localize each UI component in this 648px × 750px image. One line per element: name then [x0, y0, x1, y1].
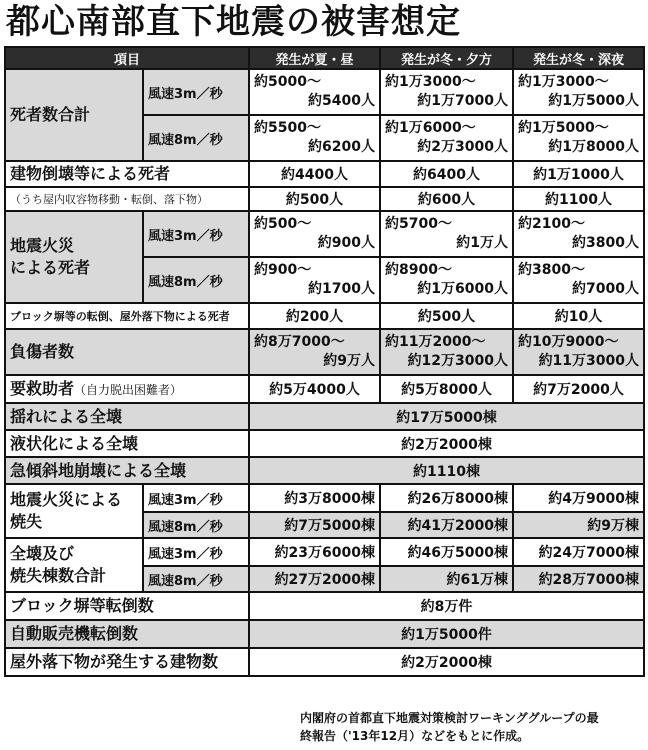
cell: 約5500～ 約6200人 — [249, 115, 380, 161]
cell: 約5000～ 約5400人 — [249, 69, 380, 115]
table-row — [5, 187, 644, 211]
wind-8-label: 風速8m／秒 — [143, 257, 249, 303]
cell: 約41万2000棟 — [380, 512, 513, 538]
cell: 約1万5000～ 約1万8000人 — [513, 115, 644, 161]
wind-3-label: 風速3m／秒 — [143, 211, 249, 257]
table-row — [5, 211, 644, 257]
cell: 約24万7000棟 — [513, 538, 644, 566]
row-label-building-collapse: 建物倒壊等による死者 — [5, 161, 249, 187]
wind-3-label: 風速3m／秒 — [143, 484, 249, 512]
row-label-liquefaction: 液状化による全壊 — [5, 430, 249, 457]
cell: 約46万5000棟 — [380, 538, 513, 566]
header-winter-evening: 発生が冬・夕方 — [380, 47, 513, 69]
cell: 約4万9000棟 — [513, 484, 644, 512]
table-row — [5, 69, 644, 115]
cell: 約500～ 約900人 — [249, 211, 380, 257]
cell: 約5万4000人 — [249, 375, 380, 403]
footnote: 内閣府の首都直下地震対策検討ワーキンググループの最 終報告（'13年12月）などをもとに作成。 — [300, 711, 599, 743]
cell: 約9万棟 — [513, 512, 644, 538]
table-row — [5, 457, 644, 484]
cell: 約1万6000～ 約2万3000人 — [380, 115, 513, 161]
cell: 約10万9000～ 約11万3000人 — [513, 329, 644, 375]
header-summer-day: 発生が夏・昼 — [249, 47, 380, 69]
wind-8-label: 風速8m／秒 — [143, 512, 249, 538]
cell: 約3万8000棟 — [249, 484, 380, 512]
cell: 約61万棟 — [380, 566, 513, 592]
cell: 約5700～ 約1万人 — [380, 211, 513, 257]
cell: 約23万6000棟 — [249, 538, 380, 566]
table-row — [5, 329, 644, 375]
cell: 約8万7000～ 約9万人 — [249, 329, 380, 375]
cell: 約11万2000～ 約12万3000人 — [380, 329, 513, 375]
row-label-total-loss: 全壊及び 焼失棟数合計 — [5, 538, 143, 592]
row-label-block-fall: ブロック塀等転倒数 — [5, 592, 249, 620]
cell: 約1100人 — [513, 187, 644, 211]
cell: 約1万5000件 — [249, 620, 644, 648]
wind-3-label: 風速3m／秒 — [143, 538, 249, 566]
page-title: 都心南部直下地震の被害想定 — [6, 2, 461, 42]
row-label-shake-collapse: 揺れによる全壊 — [5, 403, 249, 430]
row-label-fire-deaths: 地震火災 による死者 — [5, 211, 143, 303]
wind-3-label: 風速3m／秒 — [143, 69, 249, 115]
table-row — [5, 620, 644, 648]
cell: 約26万8000棟 — [380, 484, 513, 512]
cell: 約3800～ 約7000人 — [513, 257, 644, 303]
row-label-slope: 急傾斜地崩壊による全壊 — [5, 457, 249, 484]
cell: 約8900～ 約1万6000人 — [380, 257, 513, 303]
cell: 約900～ 約1700人 — [249, 257, 380, 303]
table-row — [5, 430, 644, 457]
cell: 約6400人 — [380, 161, 513, 187]
row-label-indoor: （うち屋内収容物移動・転倒、落下物） — [5, 187, 249, 211]
cell: 約27万2000棟 — [249, 566, 380, 592]
cell: 約2万2000棟 — [249, 430, 644, 457]
table-row — [5, 648, 644, 676]
row-label-vending: 自動販売機転倒数 — [5, 620, 249, 648]
cell: 約2万2000棟 — [249, 648, 644, 676]
row-label-deaths-total: 死者数合計 — [5, 69, 143, 161]
table-row — [5, 592, 644, 620]
cell: 約5万8000人 — [380, 375, 513, 403]
damage-table — [4, 46, 645, 677]
table-row — [5, 161, 644, 187]
cell: 約4400人 — [249, 161, 380, 187]
row-label-block-wall: ブロック塀等の転倒、屋外落下物による死者 — [5, 303, 249, 329]
cell: 約10人 — [513, 303, 644, 329]
cell: 約1万3000～ 約1万7000人 — [380, 69, 513, 115]
table-row — [5, 403, 644, 430]
table-row — [5, 303, 644, 329]
row-label-fire-loss: 地震火災による 焼失 — [5, 484, 143, 538]
table-header-row — [5, 47, 644, 69]
table-row — [5, 484, 644, 512]
cell: 約200人 — [249, 303, 380, 329]
header-item: 項目 — [5, 47, 249, 69]
cell: 約1万1000人 — [513, 161, 644, 187]
row-label-falling-objects: 屋外落下物が発生する建物数 — [5, 648, 249, 676]
cell: 約500人 — [249, 187, 380, 211]
cell: 約1万3000～ 約1万5000人 — [513, 69, 644, 115]
wind-8-label: 風速8m／秒 — [143, 115, 249, 161]
cell: 約8万件 — [249, 592, 644, 620]
wind-8-label: 風速8m／秒 — [143, 566, 249, 592]
cell: 約17万5000棟 — [249, 403, 644, 430]
table-row — [5, 538, 644, 566]
cell: 約500人 — [380, 303, 513, 329]
cell: 約1110棟 — [249, 457, 644, 484]
header-winter-night: 発生が冬・深夜 — [513, 47, 644, 69]
cell: 約7万2000人 — [513, 375, 644, 403]
cell: 約600人 — [380, 187, 513, 211]
cell: 約28万7000棟 — [513, 566, 644, 592]
cell: 約7万5000棟 — [249, 512, 380, 538]
table-row — [5, 375, 644, 403]
cell: 約2100～ 約3800人 — [513, 211, 644, 257]
row-label-injured: 負傷者数 — [5, 329, 249, 375]
row-label-rescue: 要救助者（自力脱出困難者） — [5, 375, 249, 403]
